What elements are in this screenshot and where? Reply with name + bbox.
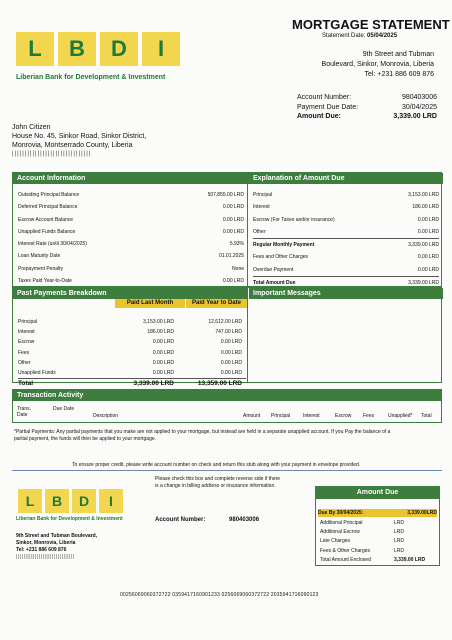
statement-date-label: Statement Date: — [322, 33, 366, 39]
table-row-total: Total 3,339.00 LRD 13,359.00 LRD — [18, 378, 246, 389]
customer-address-line: House No. 45, Sinkor Road, Sinkor District, — [12, 133, 147, 140]
table-row: Principal 3,153.00 LRD — [253, 192, 439, 198]
table-row: Regular Monthly Payment 3,339.00 LRD — [253, 238, 439, 251]
logo-letter: L — [16, 32, 54, 66]
account-info-header: Account Information — [13, 173, 251, 184]
due-by-label: Due By 30/04/2025: — [318, 510, 364, 516]
table-row: Additional Escrow LRD — [320, 529, 405, 536]
table-row: Escrow (For Taxes and/or insurance) 0.00 LRD — [253, 216, 439, 223]
bank-address — [322, 50, 434, 80]
bank-name: Liberian Bank for Development & Investment — [16, 74, 166, 81]
past-payments-header: Past Payments Breakdown — [13, 288, 247, 299]
due-date: 30/04/2025 — [401, 103, 437, 111]
stub-address: 9th Street and Tubman Boulevard, Sinkor, Monrovia, Liberia Tel: +231 886 609 876 ||||||||||||||||||||||||||||||| — [16, 533, 98, 560]
account-number: 980403006 — [401, 94, 437, 101]
past-payments-section — [12, 287, 442, 388]
statement-date-value: 05/04/2025 — [367, 33, 398, 39]
col-fees: Fees — [363, 413, 375, 419]
customer-name: John Citizen — [12, 124, 51, 131]
amount-due-rows — [320, 519, 436, 565]
transaction-header: Transaction Activity — [13, 390, 441, 401]
logo-letter: I — [142, 32, 180, 66]
logo-letter: B — [58, 32, 96, 66]
table-row: Loan Maturity Date 01.01.2025 — [18, 253, 244, 260]
due-by-value: 3,339.00LRD — [407, 510, 437, 516]
logo-letter: D — [72, 489, 96, 513]
account-summary — [297, 93, 437, 122]
col-unapplied: Unapplied* — [388, 413, 413, 419]
important-messages-header: Important Messages — [249, 288, 443, 299]
col-amount: Amount — [243, 413, 261, 419]
account-info-section — [12, 172, 442, 287]
table-row: Total Amount Due 3,339.00 LRD — [253, 276, 439, 289]
amount-due-header: Amount Due — [316, 487, 439, 499]
table-row: Escrow 0.00 LRD 0.00 LRD — [18, 339, 242, 346]
stub-account-number: 980403006 — [229, 517, 260, 523]
table-row: Unapplied Funds Balance 0.00 LRD — [18, 228, 244, 235]
col-description: Description — [93, 413, 119, 419]
table-row: Interest 186.00 LRD 747.00 LRD — [18, 329, 242, 336]
address-line: 9th Street and Tubman — [362, 51, 434, 58]
table-row: Taxes Paid Year-to-Date 0.00 LRD — [18, 278, 244, 285]
table-row: Interest Rate (until 30/04/2025) 5.93% — [18, 241, 244, 248]
col-trans-date: Trans. Date — [17, 406, 31, 418]
partial-payments-note: *Partial Payments: Any partial payments that you make are not applied to your mortgage, but instead are held in a separate unapplied account. If you Pay the balance of a partial payment, the funds will then be applied to your mortgage. — [14, 429, 391, 442]
logo-letter: L — [18, 489, 42, 513]
table-row: Other 0.00 LRD — [253, 228, 439, 235]
stub-logo — [18, 489, 126, 515]
table-row: Late Charges LRD — [320, 538, 405, 545]
table-row: Additional Principal LRD — [320, 520, 405, 526]
change-address-note: Please check this box and complete reverse side if there is a change in billing address or insurance information. — [155, 476, 281, 489]
stub-account-label: Account Number: — [155, 517, 206, 523]
paid-ytd-header: Paid Year to Date — [186, 299, 247, 308]
transaction-columns — [17, 406, 439, 420]
table-row: Outsiding Principal Balance 507,855.00 LRD — [18, 192, 244, 198]
statement-date — [322, 33, 397, 39]
logo-letter: I — [99, 489, 123, 513]
table-row: Fees 0.00 LRD 0.00 LRD — [18, 349, 242, 356]
table-row: Fees and Other Charges 0.00 LRD — [253, 254, 439, 261]
address-line: Boulevard, Sinkor, Monrovia, Liberia — [321, 61, 434, 68]
explanation-header: Explanation of Amount Due — [249, 173, 443, 184]
table-row: Deferred Principal Balance 0.00 LRD — [18, 204, 244, 211]
credit-note: To ensure proper credit, please write account number on check and return this stub along with your payment in envelope provided. — [72, 462, 361, 468]
stub-bank-name: Liberian Bank for Development & Investment — [16, 516, 123, 522]
bank-logo — [16, 32, 186, 74]
due-date-label: Payment Due Date: — [297, 103, 359, 111]
table-row: Fees & Other Charges LRD — [320, 547, 405, 554]
table-row: Interest 186.00 LRD — [253, 204, 439, 211]
col-interest: Interest — [303, 413, 320, 419]
explanation-rows — [253, 189, 439, 289]
amount-due-box — [315, 486, 440, 566]
due-by-row — [318, 509, 437, 517]
page-title: MORTGAGE STATEMENT — [292, 17, 450, 32]
account-number-label: Account Number: — [297, 94, 352, 101]
col-escrow: Escrow — [335, 413, 352, 419]
table-row: Unapplied Funds 0.00 LRD 0.00 LRD — [18, 370, 242, 377]
logo-letter: B — [45, 489, 69, 513]
table-row: Principal 3,153.00 LRD 12,612.00 LRD — [18, 319, 242, 325]
amount-due-label: Amount Due: — [297, 113, 341, 120]
table-row: Prepayment Penalty None — [18, 265, 244, 272]
micr-line: 00256069060372722 0359417160901233 0256069060372722 2035941716090123 — [120, 592, 319, 598]
transaction-section — [12, 389, 442, 423]
table-row: Overdue Payment 0.00 LRD — [253, 266, 439, 273]
stub-postal-barcode: ||||||||||||||||||||||||||||||| — [16, 554, 75, 560]
past-payments-rows — [18, 317, 246, 389]
table-row: Escrow Account Balance 0.00 LRD — [18, 216, 244, 223]
amount-due: 3,339.00 LRD — [393, 113, 437, 120]
col-principal: Principal — [271, 413, 291, 419]
stub-account — [155, 517, 259, 523]
col-due-date: Due Date — [53, 406, 75, 412]
address-line: Tel: +231 886 609 876 — [364, 71, 434, 78]
col-total: Total — [421, 413, 432, 419]
table-row: Other 0.00 LRD 0.00 LRD — [18, 359, 242, 366]
table-row: Total Amount Enclosed 3,339.00 LRD — [320, 556, 426, 563]
logo-letter: D — [100, 32, 138, 66]
paid-last-month-header: Paid Last Month — [115, 299, 185, 308]
customer-address — [12, 123, 146, 159]
customer-address-line: Monrovia, Montserrado County, Liberia — [12, 142, 133, 149]
account-info-rows — [18, 189, 244, 287]
postal-barcode: ||||||||||||||||||||||||||||||| — [12, 151, 92, 157]
